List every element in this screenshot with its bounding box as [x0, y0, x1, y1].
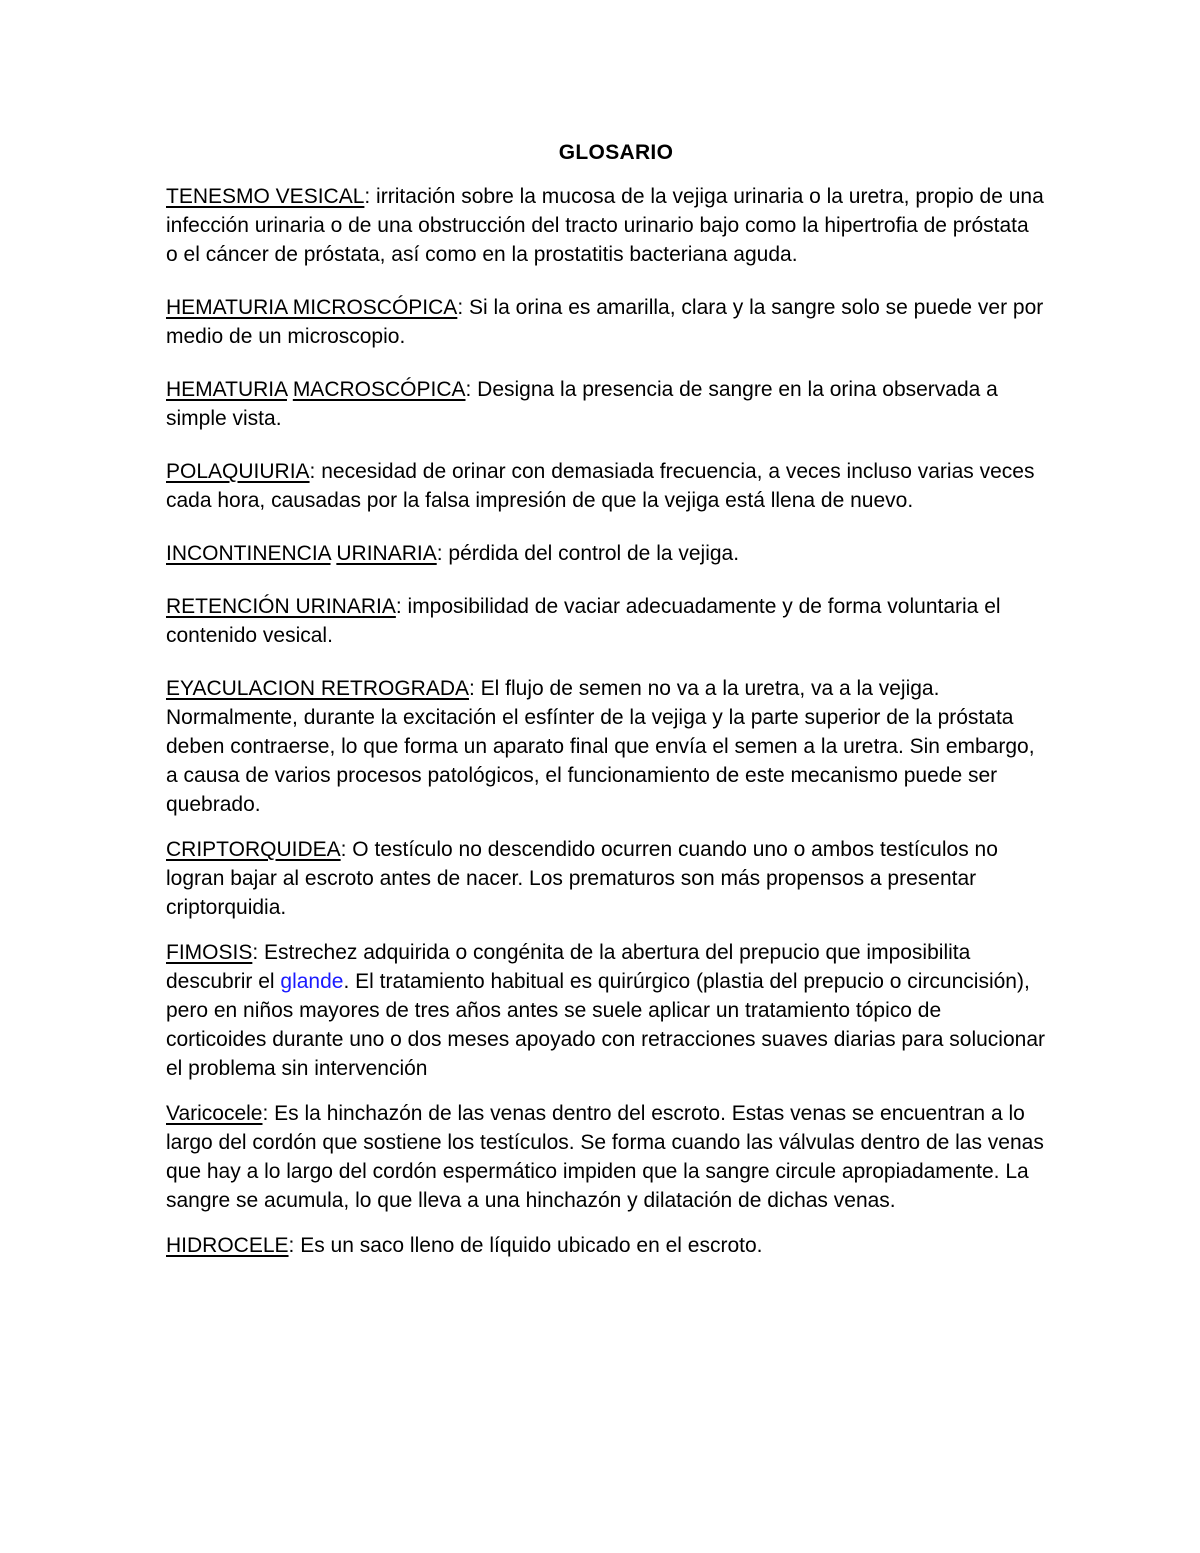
glossary-entry-fimosis: [166, 938, 1046, 1083]
glossary-entry-criptorquidea: [166, 835, 1046, 922]
glossary-term-part-1: HEMATURIA: [166, 378, 287, 401]
glossary-term: EYACULACION RETROGRADA: [166, 677, 469, 700]
glossary-definition: : Designa la presencia de sangre en la orina observada a simple vista.: [166, 378, 998, 430]
glossary-definition-part-1: : Estrechez adquirida o congénita de la abertura del prepucio que imposibilita descubrir el: [166, 941, 971, 993]
glossary-term: Varicocele: [166, 1102, 263, 1125]
page-title: GLOSARIO: [558, 141, 674, 164]
glossary-term-part-2: MACROSCÓPICA: [292, 378, 466, 401]
glossary-definition: : Es la hinchazón de las venas dentro del escroto. Estas venas se encuentran a lo largo del cordón que sostiene los testículos. Se forma cuando las válvulas dentro de las venas que hay a lo largo del cordón espermático impiden que la sangre circule apropiadamente. La sangre se acumula, lo que lleva a una hinchazón y dilatación de dichas venas.: [166, 1102, 1044, 1212]
glossary-definition: : Si la orina es amarilla, clara y la sangre solo se puede ver por medio de un microscopio.: [166, 296, 1044, 348]
glossary-definition: : necesidad de orinar con demasiada frecuencia, a veces incluso varias veces cada hora, causadas por la falsa impresión de que la vejiga está llena de nuevo.: [166, 460, 1035, 512]
document-page: [166, 138, 1046, 1276]
glossary-definition: : imposibilidad de vaciar adecuadamente y de forma voluntaria el contenido vesical.: [166, 595, 1001, 647]
glossary-entry-hematuria-macro: [166, 375, 1046, 433]
glossary-term-part-1: INCONTINENCIA: [166, 542, 331, 565]
glossary-entry-tenesmo: [166, 182, 1046, 269]
glossary-entry-hidrocele: [166, 1231, 1046, 1260]
glossary-definition: : irritación sobre la mucosa de la vejiga urinaria o la uretra, propio de una infección urinaria o de una obstrucción del tracto urinario bajo como la hipertrofia de próstata o el cáncer de próstata, así como en la prostatitis bacteriana aguda.: [166, 185, 1044, 266]
glossary-term: HIDROCELE: [166, 1234, 289, 1257]
glossary-term: HEMATURIA MICROSCÓPICA: [166, 296, 458, 319]
glossary-entry-hematuria-micro: [166, 293, 1046, 351]
glossary-term: TENESMO VESICAL: [166, 185, 365, 208]
glossary-definition: : Es un saco lleno de líquido ubicado en el escroto.: [288, 1234, 763, 1257]
glossary-term: CRIPTORQUIDEA: [166, 838, 341, 861]
glossary-entry-retencion: [166, 592, 1046, 650]
glossary-entry-eyaculacion: [166, 674, 1046, 819]
glossary-definition: : El flujo de semen no va a la uretra, va a la vejiga. Normalmente, durante la excitación el esfínter de la vejiga y la parte superior de la próstata deben contraerse, lo que forma un aparato final que envía el semen a la uretra. Sin embargo, a causa de varios procesos patológicos, el funcionamiento de este mecanismo puede ser quebrado.: [166, 677, 1035, 816]
glossary-term: FIMOSIS: [166, 941, 253, 964]
glossary-entry-incontinencia: [166, 539, 1046, 568]
glossary-term: POLAQUIURIA: [166, 460, 310, 483]
glossary-entry-polaquiuria: [166, 457, 1046, 515]
glossary-definition: : O testículo no descendido ocurren cuando uno o ambos testículos no logran bajar al escroto antes de nacer. Los prematuros son más propensos a presentar criptorquidia.: [166, 838, 998, 919]
glossary-term: RETENCIÓN URINARIA: [166, 595, 396, 618]
glande-link[interactable]: glande: [280, 970, 344, 993]
glossary-term-part-2: URINARIA: [336, 542, 437, 565]
glossary-entry-varicocele: [166, 1099, 1046, 1215]
glossary-definition-part-2: . El tratamiento habitual es quirúrgico (plastia del prepucio o circuncisión), pero en niños mayores de tres años antes se suele aplicar un tratamiento tópico de corticoides durante uno o dos meses apoyado con retracciones suaves diarias para solucionar el problema sin intervención: [166, 970, 1046, 1080]
glossary-definition: : pérdida del control de la vejiga.: [436, 542, 740, 565]
